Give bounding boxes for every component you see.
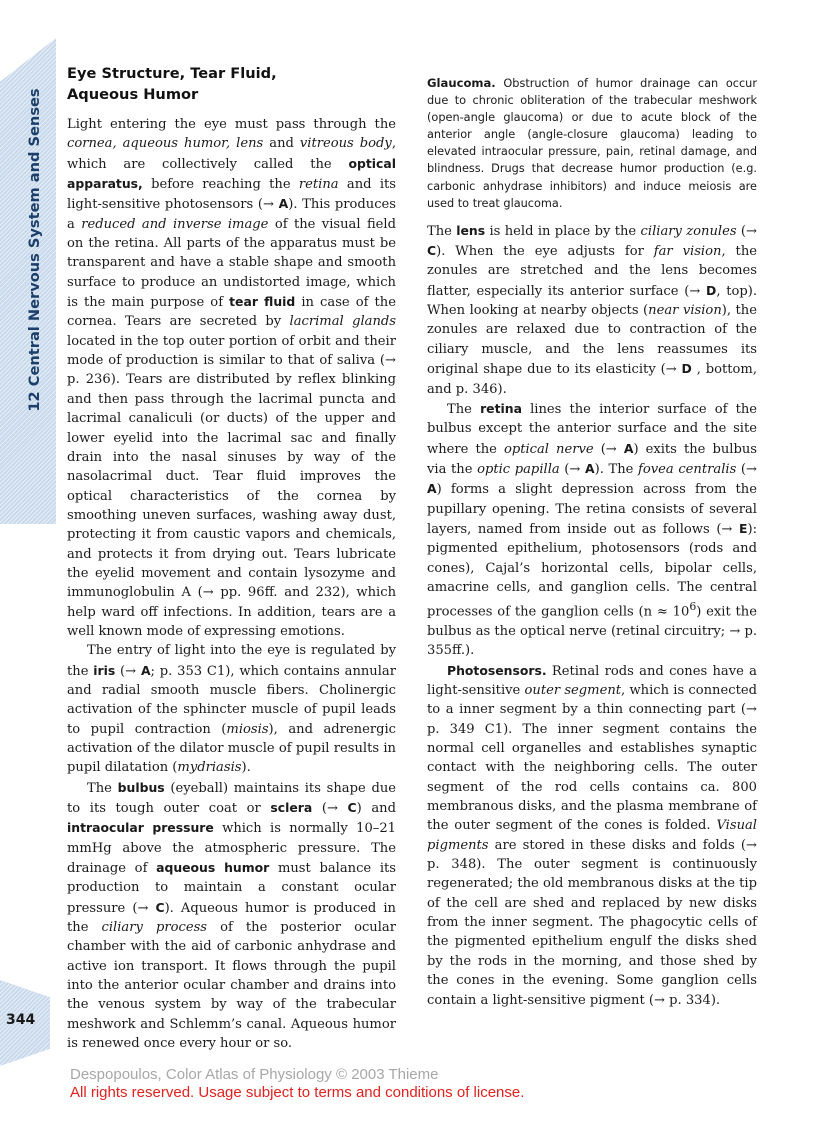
text-run: of the visual field on the retina. All parts of the apparatus must be transparent and have a stable shape and smooth surface to produce an undistorted image, which is the main purpose of [67, 216, 397, 311]
text-run: (→ [559, 461, 586, 477]
footer-copyright: Despopoulos, Color Atlas of Physiology © 2003 Thieme [70, 1066, 439, 1083]
text-run: 6 [689, 600, 697, 614]
right-column [427, 56, 757, 1010]
text-run: A [278, 196, 289, 212]
paragraph-photosensors [427, 661, 757, 1010]
text-run: must balance its production to maintain a constant ocular pressure (→ [67, 861, 396, 916]
text-run: tear fluid [229, 294, 296, 310]
text-run: D [681, 361, 692, 377]
footer [70, 1066, 524, 1102]
text-run: are stored in these disks and folds (→ p. 348). The outer segment is continuously regenerated; the old membranous disks at the tip of the cell are shed and replaced by new disks from the inner segment. The phagocytic cells of the pigmented epithelium engulf the disks shed by the rods in the morning, and those shed by the cones in the evening. Some ganglion cells contain a light-sensitive pigment (→ p. 334). [427, 837, 758, 1008]
text-run: bulbus [117, 779, 165, 795]
text-run: optical nerve [503, 441, 594, 457]
text-run: optical apparatus, [67, 155, 396, 192]
text-run: A [623, 440, 634, 456]
text-run: is held in place by the [485, 223, 641, 239]
text-run: in case of the cornea. Tears are secreted by [67, 295, 396, 330]
text-run: far vision [653, 244, 722, 260]
paragraph-bulbus [67, 778, 396, 1054]
text-run: of the posterior ocular chamber with the aid of carbonic anhydrase and active ion transport. It flows through the pupil into the anterior ocular chamber and drains into the venous system by way of the trabecular meshwork and Schlemm’s canal. Aqueous humor is renewed once every hour or so. [67, 920, 396, 1052]
text-run: intraocular pressure [67, 820, 214, 836]
text-run: ) exits the bulbus via the [427, 441, 757, 477]
text-run: reduced and inverse image [81, 216, 269, 232]
text-run: mydriasis [177, 760, 242, 776]
text-run: , which is connected to a inner segment by a thin connecting part (→ p. 349 C1). The inner segment contains the normal cell organelles and establishes synaptic contact with the neighboring cells. The outer segment of the rod cells contains ca. 800 membranous disks, and the plasma membrane of the outer segment of the cones is folded. [427, 683, 757, 834]
text-run: C [347, 800, 357, 816]
text-run: cornea, aqueous humor, lens [67, 136, 264, 152]
text-run: lens [456, 222, 486, 238]
text-run: A [585, 460, 595, 476]
text-run: ). When the eye adjusts for [436, 244, 654, 260]
text-run: located in the top outer portion of orbit and their mode of production is similar to that of saliva (→ p. 236). Tears are distributed by reflex blinking and then pass through the lacrimal puncta and lacrimal canaliculi (or ducts) of the upper and lower eyelid into the lacrimal sac and finally drain into the nasal sinuses by way of the nasolacrimal duct. Tear fluid improves the optical characteristics of the cornea by smoothing uneven surfaces, washing away dust, protecting it from caustic vapors and chemicals, and protects it from drying out. Tears lubricate the eyelid movement and contain lysozyme and immunoglobulin A (→ pp. 96ff. and 232), which help ward off infections. In addition, tears are a well known mode of expressing emotions. [67, 333, 396, 639]
text-run: ) exit the bulbus as the optical nerve (retinal circuitry; → p. 355ff.). [427, 604, 758, 659]
paragraph-lens [427, 221, 757, 399]
text-run: ) forms a slight depression across from the pupillary opening. The retina consists of several layers, named from inside out as follows (→ [427, 482, 757, 537]
text-run: ). The [594, 461, 639, 477]
text-run: which is normally 10–21 mmHg above the atmospheric pressure. The drainage of [67, 821, 396, 877]
text-run: The [87, 780, 118, 796]
text-run: , the zonules are stretched and the lens becomes flatter, especially its anterior surface (→ [427, 244, 757, 299]
text-run: near vision [648, 303, 722, 319]
text-run: (→ [593, 441, 624, 457]
text-run: retina [480, 400, 522, 416]
text-run: (→ [736, 223, 757, 239]
paragraph-iris [67, 641, 396, 777]
text-run: ; p. 353 C1), which contains annular and radial smooth muscle fibers. Cholinergic activation of the sphincter muscle of pupil leads to pupil contraction ( [67, 663, 396, 737]
text-run: The [427, 223, 457, 239]
text-run: optic papilla [477, 461, 560, 477]
text-run: ), the zonules are relaxed due to contraction of the ciliary muscle, and the lens reassumes its original shape due to its elasticity (→ [427, 303, 757, 378]
text-run: retina [298, 177, 339, 193]
section-title-line-2: Aqueous Humor [67, 86, 199, 103]
text-run: The entry of light into the eye is regulated by the [67, 643, 396, 679]
text-run: (→ [736, 461, 757, 477]
text-run: lacrimal glands [289, 314, 396, 330]
text-run: Photosensors. [447, 662, 547, 678]
text-run: and [263, 136, 300, 152]
text-run: vitreous body [299, 136, 392, 152]
text-run: Light entering the eye must pass through the [67, 117, 396, 132]
text-run: miosis [226, 721, 269, 737]
text-run: fovea centralis [638, 461, 737, 477]
text-run: The [447, 401, 481, 417]
text-run: lines the interior surface of the bulbus except the anterior surface and the site where the [427, 401, 758, 457]
text-run: ciliary zonules [640, 223, 737, 239]
text-run: C [427, 243, 437, 259]
text-run: Obstruction of humor drainage can occur due to chronic obliteration of the trabecular meshwork (open-angle glaucoma) or due to acute block of the anterior angle (angle-closure glaucoma) leading to elevated intraocular pressure, pain, retinal damage, and blindness. Drugs that decrease humor production (e.g. carbonic anhydrase inhibitors) and induce meiosis are used to treat glaucoma. [427, 77, 757, 210]
text-run: A [140, 662, 151, 678]
chapter-tab-label: 12 Central Nervous System and Senses [26, 88, 43, 412]
footer-license: All rights reserved. Usage subject to terms and conditions of license. [70, 1084, 525, 1101]
text-run: , bottom, and p. 346). [427, 362, 757, 397]
text-run: before reaching the [142, 177, 299, 193]
left-column [67, 56, 396, 1054]
text-run: (→ [115, 663, 141, 679]
text-run: aqueous humor [156, 860, 270, 876]
text-run: ): pigmented epithelium, photosensors (rods and cones), Cajal’s horizontal cells, bipolar cells, amacrine cells, and ganglion cells. The central processes of the ganglion cells (n ≈ 10 [427, 521, 757, 620]
text-run: C [155, 899, 165, 915]
text-run: ciliary process [101, 920, 208, 936]
text-run: Retinal rods and cones have a light-sensitive [427, 663, 757, 699]
text-run: ). Aqueous humor is produced in the [67, 900, 396, 936]
text-run: A [427, 481, 437, 497]
page-number: 344 [6, 1012, 36, 1028]
text-run: , which are collectively called the [67, 136, 396, 172]
section-title-line-1: Eye Structure, Tear Fluid, [67, 65, 277, 82]
text-run: ) and [356, 801, 396, 817]
text-run: ). [241, 760, 251, 776]
text-run: , top). When looking at nearby objects ( [427, 283, 758, 319]
section-title [67, 63, 396, 105]
text-run: E [739, 520, 748, 536]
text-run: ). This produces a [67, 197, 396, 232]
text-run: (eyeball) maintains its shape due to its tough outer coat or [67, 780, 397, 817]
text-run: sclera [270, 800, 313, 816]
text-run: Glaucoma. [427, 76, 496, 90]
text-run: and its light-sensitive photosensors (→ [67, 177, 396, 213]
text-run: (→ [312, 801, 348, 817]
glaucoma-note [427, 75, 757, 212]
text-run: Visual pigments [427, 818, 757, 853]
text-run: iris [93, 662, 116, 678]
paragraph-optical-apparatus [67, 115, 396, 641]
text-run: outer segment [524, 683, 622, 699]
paragraph-retina [427, 399, 757, 661]
text-run: ), and adrenergic activation of the dilator muscle of pupil results in pupil dilatation ( [67, 721, 396, 776]
text-run: D [706, 282, 717, 298]
